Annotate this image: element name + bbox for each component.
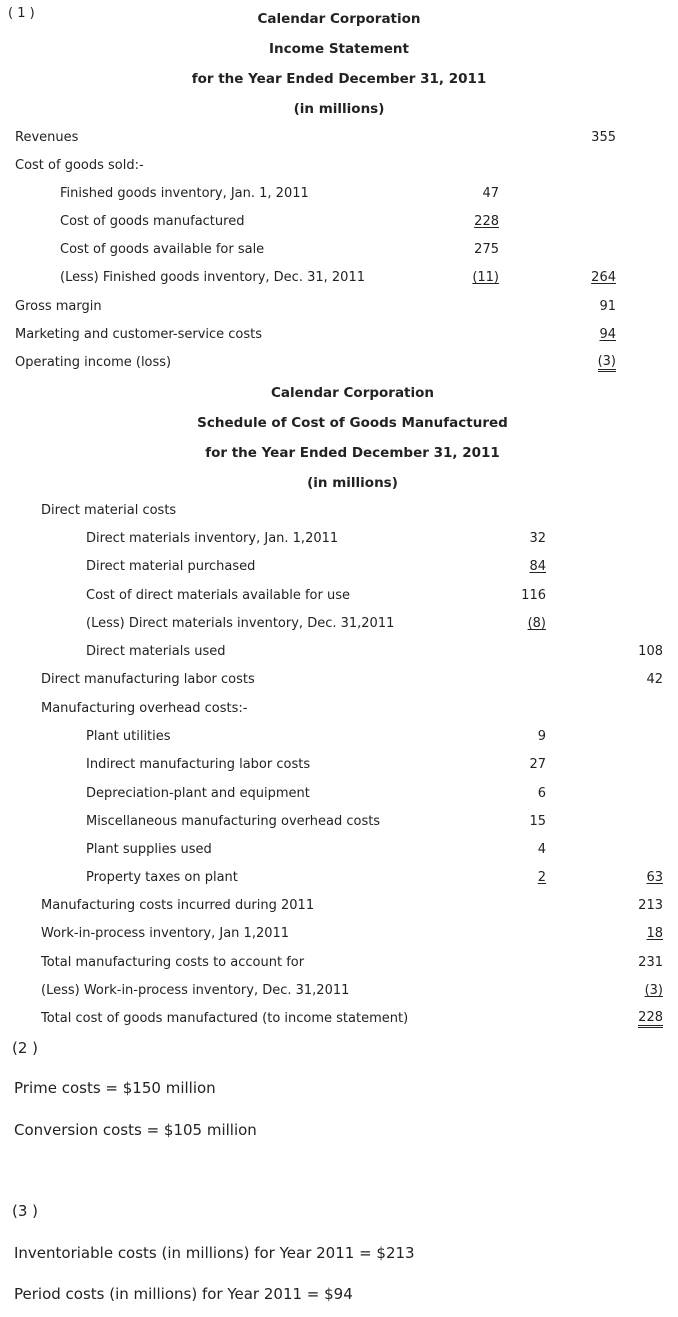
dm-purchased-amount: 84: [529, 559, 546, 574]
total-cogm-label: Total cost of goods manufactured (to income statement): [41, 1011, 409, 1026]
depreciation-amount: 6: [537, 786, 546, 801]
dl-label: Direct manufacturing labor costs: [41, 672, 255, 687]
dm-used-label: Direct materials used: [86, 644, 226, 659]
is-period: for the Year Ended December 31, 2011: [191, 71, 487, 87]
revenues-label: Revenues: [15, 130, 79, 145]
revenues-amount: 355: [591, 130, 616, 145]
fg-end-label: (Less) Finished goods inventory, Dec. 31, 2011: [60, 270, 365, 285]
wip-end-amount: (3): [644, 983, 663, 998]
sched-company: Calendar Corporation: [270, 385, 435, 401]
is-company: Calendar Corporation: [257, 11, 421, 27]
dm-end-label: (Less) Direct materials inventory, Dec. 31,2011: [86, 616, 395, 631]
dl-amount: 42: [646, 672, 663, 687]
is-units: (in millions): [293, 101, 385, 117]
fg-begin-amount: 47: [482, 186, 499, 201]
part1-marker: ( 1 ): [8, 6, 35, 21]
moh-total: 63: [646, 870, 663, 885]
incurred-amount: 213: [638, 898, 663, 913]
cogas-label: Cost of goods available for sale: [60, 242, 265, 257]
supplies-label: Plant supplies used: [86, 842, 212, 857]
wip-begin-amount: 18: [646, 926, 663, 941]
cogas-amount: 275: [474, 242, 499, 257]
property-taxes-amount: 2: [537, 870, 546, 885]
operating-income-amount: (3): [598, 355, 616, 372]
operating-income-label: Operating income (loss): [15, 355, 172, 370]
cogm-label: Cost of goods manufactured: [60, 214, 245, 229]
misc-oh-amount: 15: [529, 814, 546, 829]
cogm-amount: 228: [474, 214, 499, 229]
marketing-label: Marketing and customer-service costs: [15, 327, 263, 342]
sched-units: (in millions): [307, 475, 398, 491]
wip-begin-label: Work-in-process inventory, Jan 1,2011: [41, 926, 290, 941]
sched-period: for the Year Ended December 31, 2011: [205, 445, 500, 461]
gross-margin-label: Gross margin: [15, 299, 102, 314]
cogs-total: 264: [591, 270, 616, 285]
indirect-labor-amount: 27: [529, 757, 546, 772]
utilities-amount: 9: [537, 729, 546, 744]
moh-heading: Manufacturing overhead costs:-: [41, 701, 248, 716]
prime-costs: Prime costs = $150 million: [14, 1079, 216, 1097]
dm-available-amount: 116: [521, 588, 546, 603]
incurred-label: Manufacturing costs incurred during 2011: [41, 898, 315, 913]
dm-heading: Direct material costs: [41, 503, 177, 518]
total-cogm-amount: 228: [638, 1011, 663, 1028]
part2-marker: (2 ): [12, 1039, 39, 1057]
dm-available-label: Cost of direct materials available for use: [86, 588, 350, 603]
utilities-label: Plant utilities: [86, 729, 171, 744]
part3-marker: (3 ): [12, 1202, 39, 1220]
fg-end-amount: (11): [472, 270, 499, 285]
dm-used-amount: 108: [638, 644, 663, 659]
dm-begin-label: Direct materials inventory, Jan. 1,2011: [86, 531, 339, 546]
sched-title: Schedule of Cost of Goods Manufactured: [197, 415, 508, 431]
total-account-label: Total manufacturing costs to account for: [41, 955, 305, 970]
is-title: Income Statement: [268, 41, 410, 57]
total-account-amount: 231: [638, 955, 663, 970]
period-costs: Period costs (in millions) for Year 2011 = $94: [14, 1285, 353, 1303]
dm-purchased-label: Direct material purchased: [86, 559, 256, 574]
gross-margin-amount: 91: [599, 299, 616, 314]
fg-begin-label: Finished goods inventory, Jan. 1, 2011: [60, 186, 309, 201]
marketing-amount: 94: [599, 327, 616, 342]
inventoriable-costs: Inventoriable costs (in millions) for Year 2011 = $213: [14, 1244, 415, 1262]
conversion-costs: Conversion costs = $105 million: [14, 1121, 257, 1139]
depreciation-label: Depreciation-plant and equipment: [86, 786, 310, 801]
cogs-label: Cost of goods sold:-: [15, 158, 144, 173]
property-taxes-label: Property taxes on plant: [86, 870, 238, 885]
supplies-amount: 4: [537, 842, 546, 857]
wip-end-label: (Less) Work-in-process inventory, Dec. 31,2011: [41, 983, 350, 998]
dm-begin-amount: 32: [529, 531, 546, 546]
indirect-labor-label: Indirect manufacturing labor costs: [86, 757, 311, 772]
dm-end-amount: (8): [527, 616, 546, 631]
misc-oh-label: Miscellaneous manufacturing overhead costs: [86, 814, 381, 829]
